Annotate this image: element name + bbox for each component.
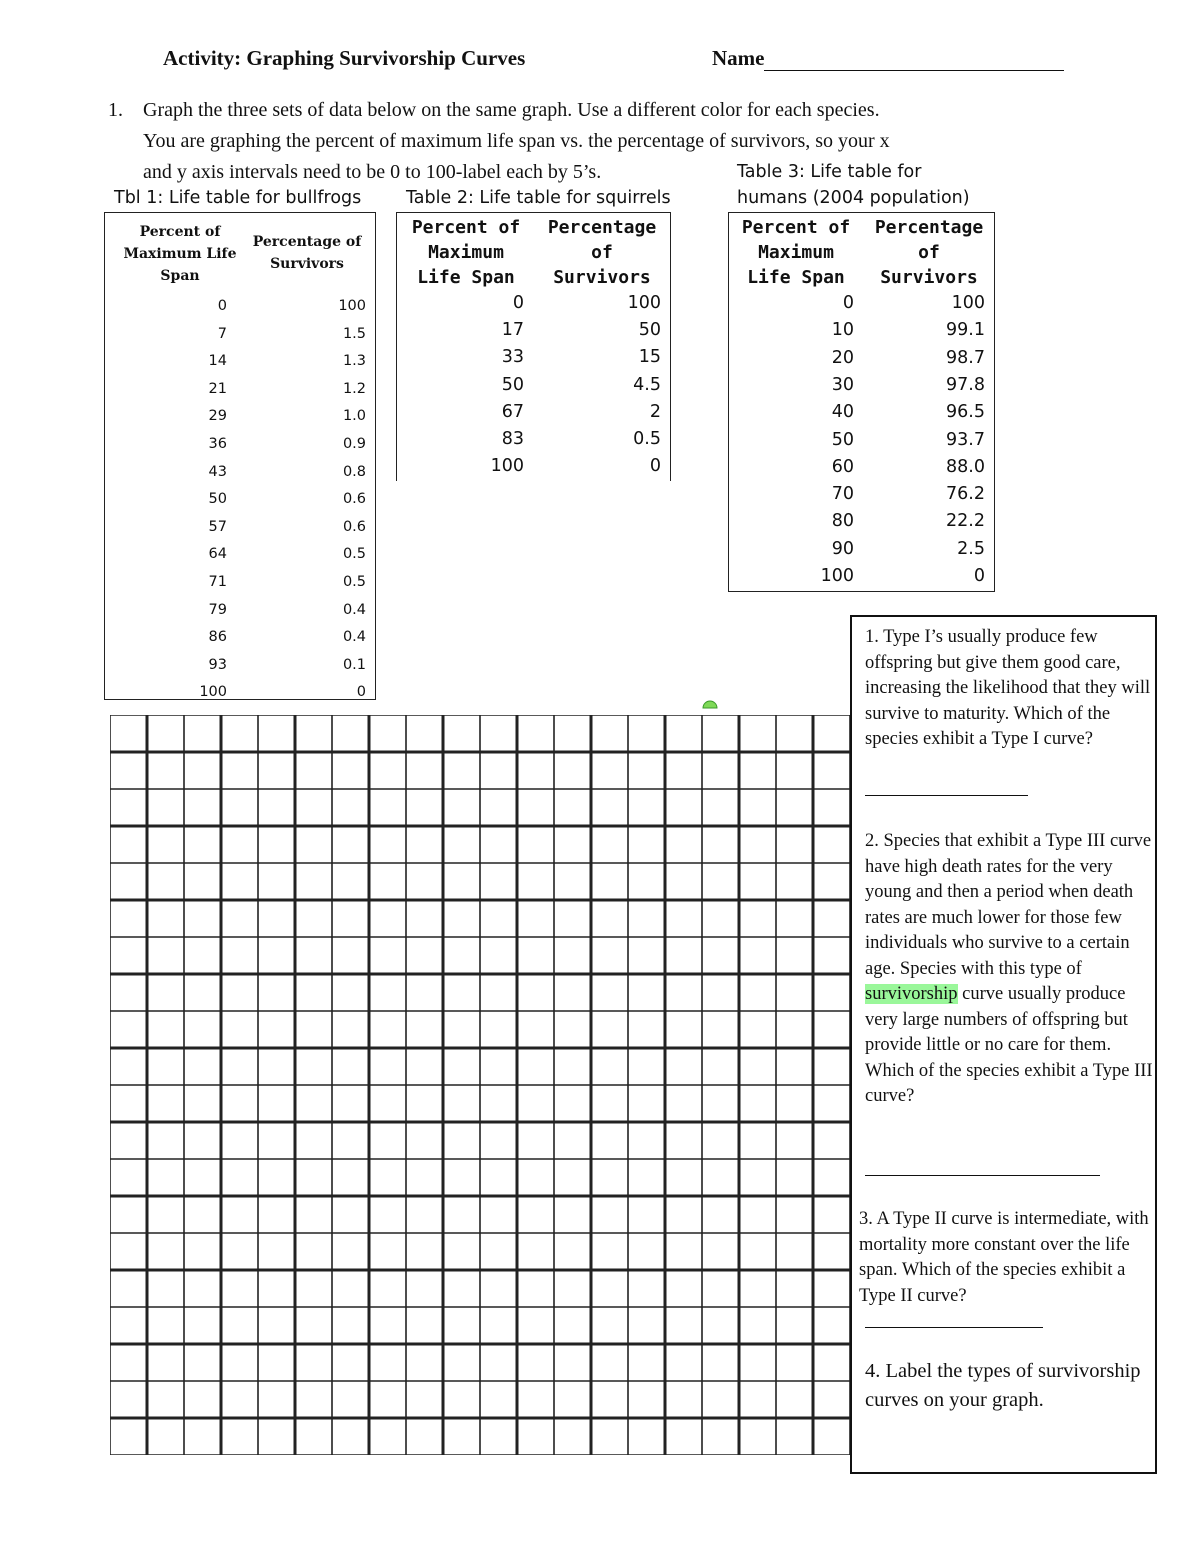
table1-lifespan-cell: 64 [208, 546, 227, 563]
table2-survivors-cell: 100 [627, 293, 661, 313]
table1-lifespan-cell: 50 [208, 491, 227, 508]
answer-line-3[interactable] [865, 1327, 1043, 1328]
table1-survivors-cell: 0.8 [342, 463, 366, 480]
table3-lifespan-cell: 10 [831, 320, 854, 341]
table1-survivors-cell: 0.4 [342, 601, 366, 618]
table3-col2-header: Percentage of Survivors [874, 217, 984, 288]
table2-survivors-cell: 50 [638, 320, 661, 341]
table3-col1-header: Percent of Maximum Life Span [741, 217, 851, 288]
table3-lifespan-cell: 20 [831, 347, 854, 368]
instruction-number: 1. [108, 99, 123, 121]
table1-bullfrogs [104, 212, 376, 700]
table2-caption: Table 2: Life table for squirrels [406, 188, 671, 208]
table1-survivors-cell: 1.5 [342, 325, 366, 342]
page-title: Activity: Graphing Survivorship Curves [163, 46, 526, 70]
table3-lifespan-cell: 80 [831, 511, 854, 532]
table2-lifespan-cell: 100 [490, 456, 524, 477]
table2-col1-header: Percent of Maximum Life Span [411, 217, 521, 288]
table2-survivors-cell: 15 [638, 347, 661, 368]
table3-lifespan-cell: 70 [831, 484, 854, 505]
table3-survivors-cell: 88.0 [946, 456, 985, 477]
table1-survivors-cell: 0.4 [342, 629, 366, 646]
table3-survivors-cell: 100 [951, 293, 985, 313]
table1-caption: Tbl 1: Life table for bullfrogs [114, 188, 362, 208]
table3-humans [728, 212, 995, 592]
instruction-line-3: and y axis intervals need to be 0 to 100-label each by 5’s. [143, 161, 602, 183]
table1-survivors-cell: 0.6 [342, 518, 366, 535]
table2-lifespan-cell: 67 [501, 401, 524, 422]
table1-col1-header: Percent of Maximum Life Span [123, 224, 237, 284]
table1-lifespan-cell: 36 [208, 436, 227, 452]
answer-line-2[interactable] [865, 1175, 1100, 1176]
question-2-part2: curve usually produce very large numbers of offspring but provide little or no care for them. Which of the species exhibit a Type III curve? [865, 984, 1153, 1106]
table3-survivors-cell: 93.7 [946, 429, 985, 450]
table1-lifespan-cell: 0 [217, 298, 227, 314]
question-4: 4. Label the types of survivorship curves on your graph. [865, 1360, 1141, 1411]
table1-survivors-cell: 0.5 [342, 574, 366, 590]
table3-caption-line2: humans (2004 population) [737, 188, 970, 208]
table2-survivors-cell: 0.5 [633, 429, 661, 449]
table1-lifespan-cell: 57 [208, 518, 227, 535]
table3-lifespan-cell: 0 [842, 293, 854, 313]
instructions [108, 95, 1088, 188]
name-label: Name [712, 46, 765, 70]
question-2 [865, 829, 1155, 1110]
table1-survivors-cell: 1.3 [342, 353, 366, 370]
table2-survivors-cell: 2 [649, 401, 661, 422]
table2-survivors-cell: 0 [649, 456, 661, 477]
table1-survivors-cell: 1.0 [342, 408, 366, 425]
table3-lifespan-cell: 100 [820, 566, 854, 586]
name-blank[interactable] [764, 52, 1064, 71]
table3-survivors-cell: 22.2 [946, 511, 985, 532]
highlighted-term: survivorship [865, 984, 958, 1004]
table3-lifespan-cell: 90 [831, 538, 854, 559]
table1-lifespan-cell: 79 [208, 601, 227, 618]
questions-box [850, 615, 1157, 1474]
graph-grid[interactable] [110, 715, 850, 1455]
table3-lifespan-cell: 40 [831, 402, 854, 423]
table3-survivors-cell: 98.7 [946, 347, 985, 368]
table1-lifespan-cell: 93 [208, 656, 227, 673]
table3-survivors-cell: 0 [973, 566, 985, 586]
table2-squirrels [396, 212, 671, 481]
table2-survivors-cell: 4.5 [633, 374, 661, 395]
table2-lifespan-cell: 17 [501, 320, 524, 341]
table2-lifespan-cell: 50 [501, 374, 524, 395]
table1-survivors-cell: 0.9 [342, 436, 366, 452]
table1-lifespan-cell: 14 [208, 353, 227, 370]
table3-caption-line1: Table 3: Life table for [737, 162, 922, 182]
anchor-marker-icon [702, 697, 718, 709]
table3-survivors-cell: 97.8 [946, 374, 985, 395]
answer-line-1[interactable] [865, 795, 1028, 796]
question-2-part1: 2. Species that exhibit a Type III curve have high death rates for the very young and then a period when death rates are much lower for those few individuals who survive to a certain age. Species with this type of [865, 831, 1152, 979]
table1-survivors-cell: 1.2 [342, 380, 366, 397]
table1-lifespan-cell: 86 [208, 629, 227, 646]
table1-lifespan-cell: 29 [208, 408, 227, 425]
table3-survivors-cell: 76.2 [946, 484, 985, 505]
table1-col2-header: Percentage of Survivors [252, 234, 362, 272]
table1-lifespan-cell: 7 [217, 325, 227, 342]
table1-survivors-cell: 0.5 [342, 546, 366, 563]
table1-survivors-cell: 0.6 [342, 491, 366, 508]
question-3: 3. A Type II curve is intermediate, with mortality more constant over the life span. Which of the species exhibit a Type II curve? [859, 1209, 1149, 1306]
table3-survivors-cell: 2.5 [957, 538, 985, 559]
question-1: 1. Type I’s usually produce few offspring but give them good care, increasing the likelihood that they will survive to maturity. Which of the species exhibit a Type I curve? [865, 627, 1151, 749]
table3-survivors-cell: 99.1 [946, 320, 985, 341]
table1-survivors-cell: 100 [338, 298, 366, 314]
table1-lifespan-cell: 100 [199, 684, 227, 701]
table1-lifespan-cell: 71 [208, 574, 227, 590]
table2-lifespan-cell: 0 [512, 293, 524, 313]
table3-lifespan-cell: 50 [831, 429, 854, 450]
table3-lifespan-cell: 30 [831, 374, 854, 395]
table1-survivors-cell: 0.1 [342, 656, 366, 673]
table1-survivors-cell: 0 [356, 684, 366, 701]
table3-survivors-cell: 96.5 [946, 402, 985, 423]
instruction-line-2: You are graphing the percent of maximum life span vs. the percentage of survivors, so your x [143, 130, 890, 152]
table3-lifespan-cell: 60 [831, 456, 854, 477]
instruction-line-1: Graph the three sets of data below on the same graph. Use a different color for each species. [143, 99, 880, 121]
table2-lifespan-cell: 33 [501, 347, 524, 368]
table2-lifespan-cell: 83 [501, 429, 524, 449]
table1-lifespan-cell: 21 [208, 380, 227, 397]
table2-col2-header: Percentage of Survivors [547, 217, 657, 288]
name-field[interactable] [712, 46, 1064, 71]
table1-lifespan-cell: 43 [208, 463, 227, 480]
